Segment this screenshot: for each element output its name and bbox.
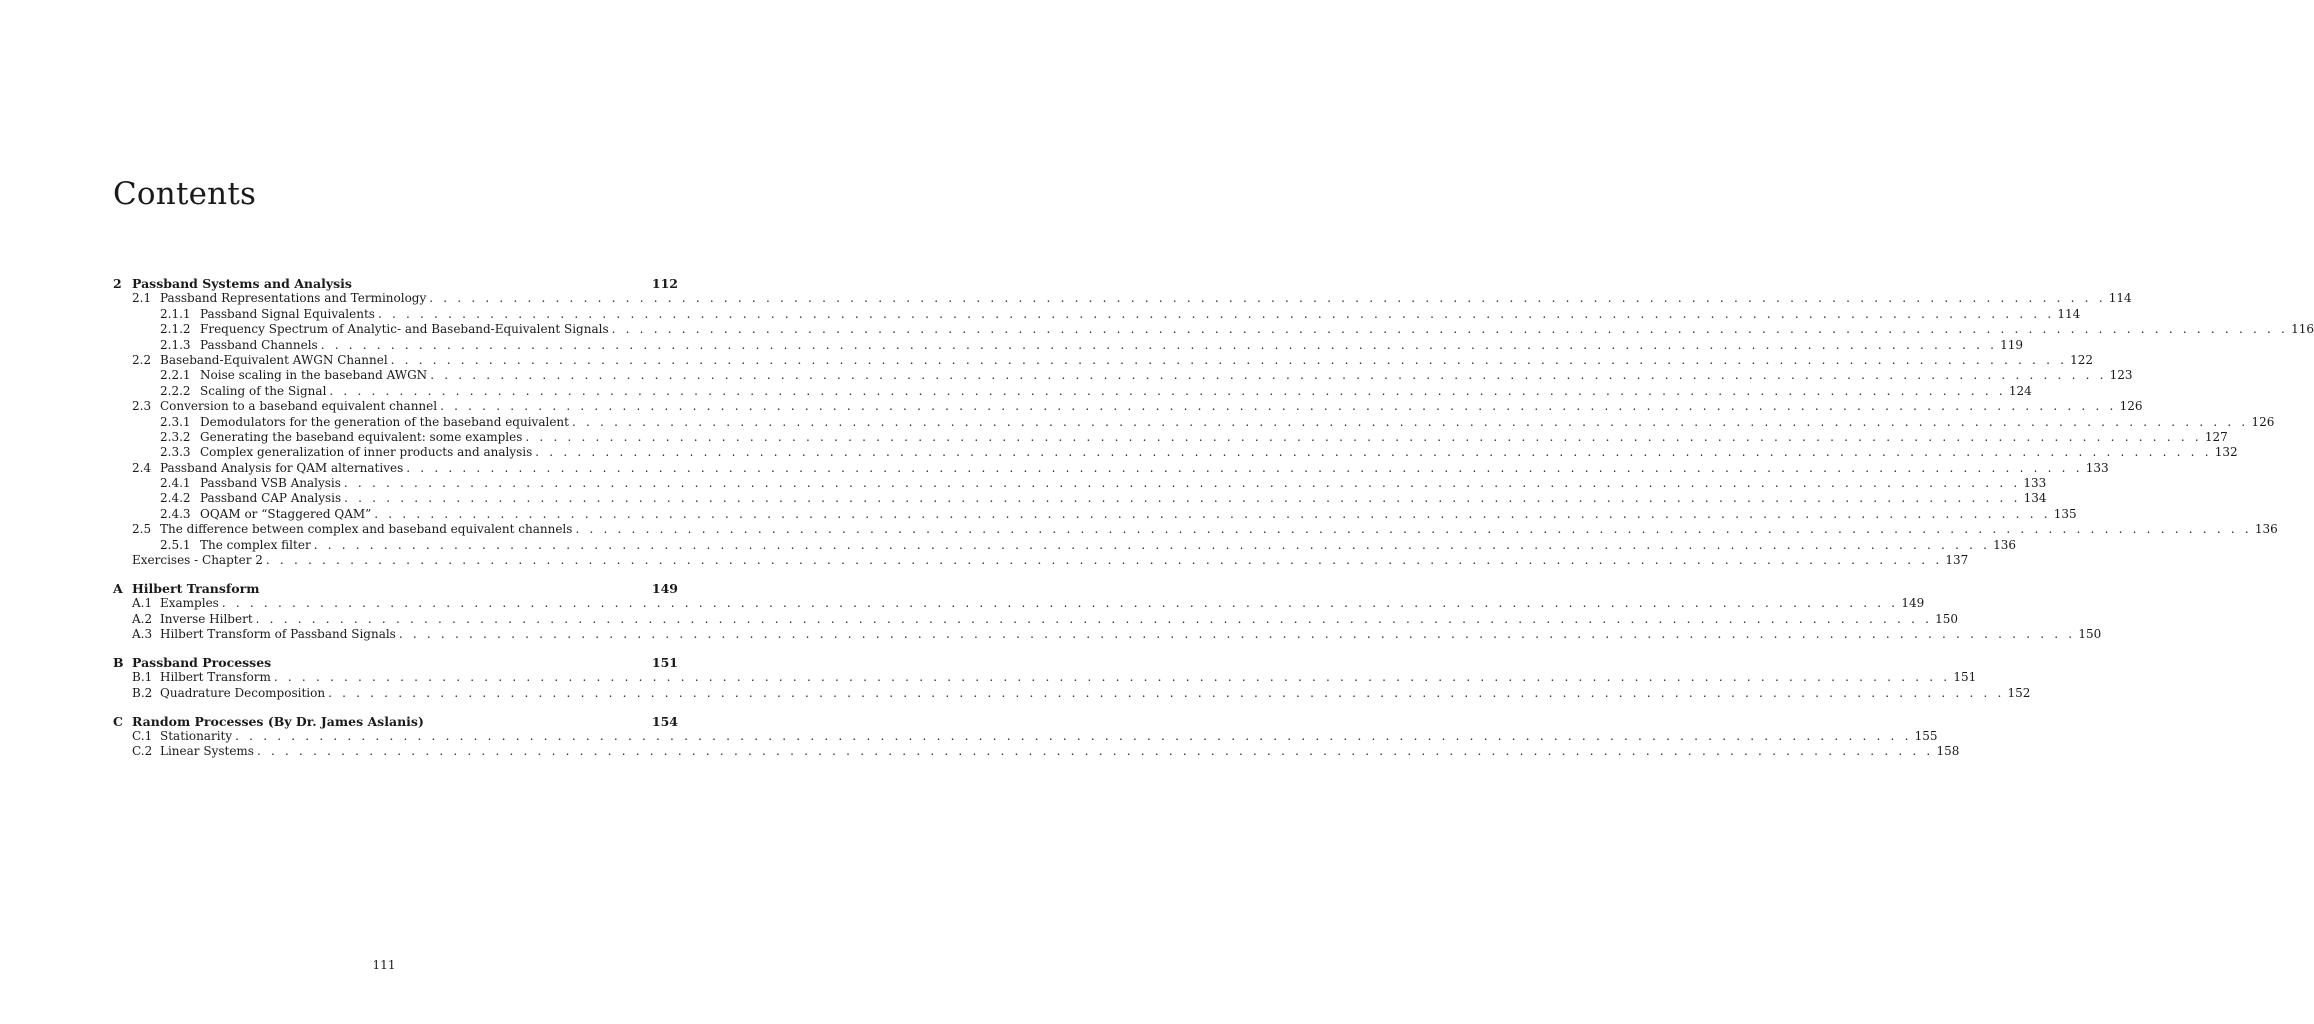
toc-page-number: 127 bbox=[2204, 429, 2228, 444]
toc-page-number: 136 bbox=[2254, 522, 2278, 537]
toc-section-entry bbox=[113, 627, 2102, 642]
toc-entry-title: Hilbert Transform bbox=[132, 580, 260, 596]
toc-entry-number: 2.1.2 bbox=[160, 322, 191, 337]
toc-page-number: 116 bbox=[2291, 322, 2314, 337]
toc-page-number: 151 bbox=[1953, 670, 1977, 685]
toc-page-number: 124 bbox=[2008, 383, 2032, 398]
toc-dot-leader: . . . . . . . . . . . . . . . . . . . . . . . . . . . . . . . . . . . . . . . . . . . . . . . . . . . . . . . . . . . . . . . . . . . . . . . . . . . . . . . . . . . . . . . . . . . . . . . . . . . . . . . . . . . . . . . . . . . . . . . . bbox=[273, 670, 1951, 685]
toc-subsection-entry bbox=[113, 337, 2024, 353]
toc-page-number: 112 bbox=[651, 276, 678, 291]
toc-entry-title: Random Processes (By Dr. James Aslanis) bbox=[132, 713, 424, 729]
toc-section-entry bbox=[113, 460, 2109, 476]
toc-entry-title: Hilbert Transform of Passband Signals bbox=[160, 627, 396, 642]
toc-entry-number: 2.2.2 bbox=[160, 383, 191, 398]
toc-dot-leader: . . . . . . . . . . . . . . . . . . . . . . . . . . . . . . . . . . . . . . . . . . . . . . . . . . . . . . . . . . . . . . . . . . . . . . . . . . . . . . . . . . . . . . . . . . . . . . . . . . . . . . . . . . . . . . . . . . . . . . . . bbox=[571, 414, 2249, 429]
toc-section-entry bbox=[113, 596, 1925, 611]
toc-entry-number: 2.5.1 bbox=[160, 537, 191, 552]
toc-entry-title: Passband CAP Analysis bbox=[200, 491, 342, 506]
toc-entry-number: B bbox=[113, 654, 124, 670]
toc-section-entry bbox=[113, 685, 2031, 701]
toc-entry-title: Passband Systems and Analysis bbox=[132, 276, 352, 291]
toc-page-number: 154 bbox=[651, 713, 678, 729]
toc-entry-title: Passband Processes bbox=[132, 654, 272, 670]
toc-section-entry bbox=[113, 611, 1959, 627]
toc-section-entry bbox=[113, 553, 1969, 568]
toc-entry-title: Hilbert Transform bbox=[160, 670, 271, 685]
toc-page-number: 149 bbox=[651, 580, 678, 596]
toc-page-number: 119 bbox=[2000, 337, 2024, 352]
toc-entry-title: Demodulators for the generation of the baseband equivalent bbox=[200, 414, 569, 429]
page-number: 111 bbox=[372, 958, 396, 972]
toc-subsection-entry bbox=[113, 414, 2275, 430]
toc-page-number: 122 bbox=[2070, 352, 2094, 367]
toc-entry-number: A bbox=[113, 580, 123, 596]
toc-page-number: 150 bbox=[1935, 611, 1959, 626]
toc-dot-leader: . . . . . . . . . . . . . . . . . . . . . . . . . . . . . . . . . . . . . . . . . . . . . . . . . . . . . . . . . . . . . . . . . . . . . . . . . . . . . . . . . . . . . . . . . . . . . . . . . . . . . . . . . . . . . . . . . . . . . . . . bbox=[255, 611, 1933, 626]
toc-subsection-entry bbox=[113, 383, 2032, 399]
toc-dot-leader: . . . . . . . . . . . . . . . . . . . . . . . . . . . . . . . . . . . . . . . . . . . . . . . . . . . . . . . . . . . . . . . . . . . . . . . . . . . . . . . . . . . . . . . . . . . . . . . . . . . . . . . . . . . . . . . . . . . . . . . . bbox=[525, 429, 2202, 444]
toc-entry-number: 2.4.2 bbox=[160, 491, 191, 506]
toc-entry-number: 2.4 bbox=[132, 460, 152, 475]
toc-dot-leader: . . . . . . . . . . . . . . . . . . . . . . . . . . . . . . . . . . . . . . . . . . . . . . . . . . . . . . . . . . . . . . . . . . . . . . . . . . . . . . . . . . . . . . . . . . . . . . . . . . . . . . . . . . . . . . . . . . . . . . . . bbox=[256, 744, 1934, 759]
toc-page-number: 114 bbox=[2108, 291, 2132, 306]
toc-entry-title: Passband Signal Equivalents bbox=[200, 306, 375, 321]
toc-entry-number: 2.3.2 bbox=[160, 429, 191, 444]
toc-entry-title: Inverse Hilbert bbox=[160, 611, 253, 626]
toc-page-number: 133 bbox=[2085, 460, 2109, 475]
toc-chapter-entry bbox=[113, 581, 678, 596]
toc-entry-title: Linear Systems bbox=[160, 744, 254, 759]
toc-dot-leader: . . . . . . . . . . . . . . . . . . . . . . . . . . . . . . . . . . . . . . . . . . . . . . . . . . . . . . . . . . . . . . . . . . . . . . . . . . . . . . . . . . . . . . . . . . . . . . . . . . . . . . . . . . . . . . . . . . . . . . . . bbox=[611, 322, 2289, 337]
toc-entry-number: 2.1.1 bbox=[160, 306, 191, 321]
toc-entry-number: A.3 bbox=[132, 627, 153, 642]
toc-subsection-entry bbox=[113, 445, 2238, 460]
toc-entry-number: 2.2 bbox=[132, 352, 152, 367]
toc-dot-leader: . . . . . . . . . . . . . . . . . . . . . . . . . . . . . . . . . . . . . . . . . . . . . . . . . . . . . . . . . . . . . . . . . . . . . . . . . . . . . . . . . . . . . . . . . . . . . . . . . . . . . . . . . . . . . . . . . . . . . . . . bbox=[265, 553, 1943, 568]
toc-entry-number: C.2 bbox=[132, 744, 153, 759]
toc-page-number: 150 bbox=[2078, 627, 2102, 642]
toc-page-number: 151 bbox=[651, 654, 678, 670]
toc-entry-number: 2.3.1 bbox=[160, 414, 191, 429]
toc-entry-title: Exercises - Chapter 2 bbox=[132, 553, 263, 568]
toc-dot-leader: . . . . . . . . . . . . . . . . . . . . . . . . . . . . . . . . . . . . . . . . . . . . . . . . . . . . . . . . . . . . . . . . . . . . . . . . . . . . . . . . . . . . . . . . . . . . . . . . . . . . . . . . . . . . . . . . . . . . . . . . bbox=[328, 685, 2005, 700]
toc-entry-title: Quadrature Decomposition bbox=[160, 685, 326, 700]
toc-dot-leader: . . . . . . . . . . . . . . . . . . . . . . . . . . . . . . . . . . . . . . . . . . . . . . . . . . . . . . . . . . . . . . . . . . . . . . . . . . . . . . . . . . . . . . . . . . . . . . . . . . . . . . . . . . . . . . . . . . . . . . . . bbox=[235, 729, 1912, 744]
toc-entry-number: 2.4.3 bbox=[160, 506, 191, 521]
toc-page-number: 136 bbox=[1993, 537, 2017, 552]
toc-entry-title: OQAM or “Staggered QAM” bbox=[200, 506, 372, 521]
toc-section-entry bbox=[113, 744, 1960, 759]
toc-entry-title: Passband Representations and Terminology bbox=[160, 291, 427, 306]
toc-dot-leader: . . . . . . . . . . . . . . . . . . . . . . . . . . . . . . . . . . . . . . . . . . . . . . . . . . . . . . . . . . . . . . . . . . . . . . . . . . . . . . . . . . . . . . . . . . . . . . . . . . . . . . . . . . . . . . . . . . . . . . . . bbox=[429, 291, 2106, 306]
toc-section-entry bbox=[113, 399, 2143, 414]
toc-page-number: 152 bbox=[2007, 685, 2031, 700]
toc-section-entry bbox=[113, 670, 1977, 685]
toc-entry-number: 2 bbox=[113, 276, 122, 291]
toc-entry-number: B.2 bbox=[132, 685, 153, 700]
toc-dot-leader: . . . . . . . . . . . . . . . . . . . . . . . . . . . . . . . . . . . . . . . . . . . . . . . . . . . . . . . . . . . . . . . . . . . . . . . . . . . . . . . . . . . . . . . . . . . . . . . . . . . . . . . . . . . . . . . . . . . . . . . . bbox=[313, 537, 1991, 552]
toc-subsection-entry bbox=[113, 537, 2017, 553]
toc-entry-title: Baseband-Equivalent AWGN Channel bbox=[160, 352, 388, 367]
toc-chapter-entry bbox=[113, 714, 678, 729]
toc-chapter-entry bbox=[113, 655, 678, 670]
toc-section-entry bbox=[113, 291, 2132, 306]
toc-dot-leader: . . . . . . . . . . . . . . . . . . . . . . . . . . . . . . . . . . . . . . . . . . . . . . . . . . . . . . . . . . . . . . . . . . . . . . . . . . . . . . . . . . . . . . . . . . . . . . . . . . . . . . . . . . . . . . . . . . . . . . . . bbox=[221, 596, 1899, 611]
toc-page-number: 149 bbox=[1901, 596, 1925, 611]
toc-entry-number: B.1 bbox=[132, 670, 153, 685]
toc-dot-leader: . . . . . . . . . . . . . . . . . . . . . . . . . . . . . . . . . . . . . . . . . . . . . . . . . . . . . . . . . . . . . . . . . . . . . . . . . . . . . . . . . . . . . . . . . . . . . . . . . . . . . . . . . . . . . . . . . . . . . . . . bbox=[398, 627, 2076, 642]
toc-entry-number: 2.1.3 bbox=[160, 337, 191, 352]
toc-subsection-entry bbox=[113, 306, 2081, 322]
toc-page-number: 133 bbox=[2023, 476, 2047, 491]
toc-subsection-entry bbox=[113, 491, 2047, 506]
toc-entry-number: 2.5 bbox=[132, 522, 152, 537]
toc-page-number: 137 bbox=[1945, 553, 1969, 568]
toc-page-number: 123 bbox=[2109, 368, 2133, 383]
toc-entry-title: Generating the baseband equivalent: some examples bbox=[200, 429, 523, 444]
toc-entry-number: 2.3 bbox=[132, 399, 152, 414]
toc-dot-leader: . . . . . . . . . . . . . . . . . . . . . . . . . . . . . . . . . . . . . . . . . . . . . . . . . . . . . . . . . . . . . . . . . . . . . . . . . . . . . . . . . . . . . . . . . . . . . . . . . . . . . . . . . . . . . . . . . . . . . . . . bbox=[377, 306, 2055, 321]
toc-entry-title: Passband Analysis for QAM alternatives bbox=[160, 460, 404, 475]
toc-entry-title: Conversion to a baseband equivalent channel bbox=[160, 399, 438, 414]
toc-entry-title: The complex filter bbox=[200, 537, 311, 552]
toc-chapter-entry bbox=[113, 276, 678, 291]
toc-subsection-entry bbox=[113, 506, 2077, 522]
toc-subsection-entry bbox=[113, 368, 2133, 383]
toc-entry-title: Frequency Spectrum of Analytic- and Baseband-Equivalent Signals bbox=[200, 322, 609, 337]
toc-dot-leader: . . . . . . . . . . . . . . . . . . . . . . . . . . . . . . . . . . . . . . . . . . . . . . . . . . . . . . . . . . . . . . . . . . . . . . . . . . . . . . . . . . . . . . . . . . . . . . . . . . . . . . . . . . . . . . . . . . . . . . . . bbox=[440, 399, 2117, 414]
toc-entry-number: C bbox=[113, 713, 123, 729]
toc-dot-leader: . . . . . . . . . . . . . . . . . . . . . . . . . . . . . . . . . . . . . . . . . . . . . . . . . . . . . . . . . . . . . . . . . . . . . . . . . . . . . . . . . . . . . . . . . . . . . . . . . . . . . . . . . . . . . . . . . . . . . . . . bbox=[344, 491, 2021, 506]
toc-entry-number: 2.4.1 bbox=[160, 476, 191, 491]
toc-entry-number: A.2 bbox=[132, 611, 153, 626]
toc-entry-number: A.1 bbox=[132, 596, 153, 611]
toc-entry-number: 2.1 bbox=[132, 291, 152, 306]
toc-page-number: 155 bbox=[1914, 729, 1938, 744]
toc-dot-leader: . . . . . . . . . . . . . . . . . . . . . . . . . . . . . . . . . . . . . . . . . . . . . . . . . . . . . . . . . . . . . . . . . . . . . . . . . . . . . . . . . . . . . . . . . . . . . . . . . . . . . . . . . . . . . . . . . . . . . . . . bbox=[406, 460, 2083, 475]
toc-page-number: 134 bbox=[2023, 491, 2047, 506]
toc-section-entry bbox=[113, 729, 1938, 744]
toc-subsection-entry bbox=[113, 429, 2228, 445]
toc-page-number: 126 bbox=[2251, 414, 2275, 429]
toc-page-number: 114 bbox=[2057, 306, 2081, 321]
toc-dot-leader: . . . . . . . . . . . . . . . . . . . . . . . . . . . . . . . . . . . . . . . . . . . . . . . . . . . . . . . . . . . . . . . . . . . . . . . . . . . . . . . . . . . . . . . . . . . . . . . . . . . . . . . . . . . . . . . . . . . . . . . . bbox=[575, 522, 2252, 537]
toc-entry-title: Passband Channels bbox=[200, 337, 318, 352]
toc-page-number: 132 bbox=[2214, 445, 2238, 460]
toc-subsection-entry bbox=[113, 322, 2314, 337]
toc-dot-leader: . . . . . . . . . . . . . . . . . . . . . . . . . . . . . . . . . . . . . . . . . . . . . . . . . . . . . . . . . . . . . . . . . . . . . . . . . . . . . . . . . . . . . . . . . . . . . . . . . . . . . . . . . . . . . . . . . . . . . . . . bbox=[374, 506, 2051, 521]
toc-subsection-entry bbox=[113, 476, 2047, 491]
toc-dot-leader: . . . . . . . . . . . . . . . . . . . . . . . . . . . . . . . . . . . . . . . . . . . . . . . . . . . . . . . . . . . . . . . . . . . . . . . . . . . . . . . . . . . . . . . . . . . . . . . . . . . . . . . . . . . . . . . . . . . . . . . . bbox=[390, 352, 2068, 367]
toc-entry-title: The difference between complex and baseband equivalent channels bbox=[160, 522, 573, 537]
toc-page-number: 135 bbox=[2053, 506, 2077, 521]
table-of-contents bbox=[113, 276, 2314, 760]
toc-page-number: 126 bbox=[2119, 399, 2143, 414]
toc-page-number: 158 bbox=[1936, 744, 1960, 759]
toc-entry-number: 2.2.1 bbox=[160, 368, 191, 383]
toc-dot-leader: . . . . . . . . . . . . . . . . . . . . . . . . . . . . . . . . . . . . . . . . . . . . . . . . . . . . . . . . . . . . . . . . . . . . . . . . . . . . . . . . . . . . . . . . . . . . . . . . . . . . . . . . . . . . . . . . . . . . . . . . bbox=[535, 445, 2212, 460]
toc-entry-title: Examples bbox=[160, 596, 219, 611]
toc-dot-leader: . . . . . . . . . . . . . . . . . . . . . . . . . . . . . . . . . . . . . . . . . . . . . . . . . . . . . . . . . . . . . . . . . . . . . . . . . . . . . . . . . . . . . . . . . . . . . . . . . . . . . . . . . . . . . . . . . . . . . . . . bbox=[320, 337, 1998, 352]
toc-entry-title: Noise scaling in the baseband AWGN bbox=[200, 368, 428, 383]
toc-entry-title: Complex generalization of inner products and analysis bbox=[200, 445, 533, 460]
toc-entry-title: Scaling of the Signal bbox=[200, 383, 327, 398]
toc-dot-leader: . . . . . . . . . . . . . . . . . . . . . . . . . . . . . . . . . . . . . . . . . . . . . . . . . . . . . . . . . . . . . . . . . . . . . . . . . . . . . . . . . . . . . . . . . . . . . . . . . . . . . . . . . . . . . . . . . . . . . . . . bbox=[329, 383, 2006, 398]
toc-dot-leader: . . . . . . . . . . . . . . . . . . . . . . . . . . . . . . . . . . . . . . . . . . . . . . . . . . . . . . . . . . . . . . . . . . . . . . . . . . . . . . . . . . . . . . . . . . . . . . . . . . . . . . . . . . . . . . . . . . . . . . . . bbox=[343, 476, 2021, 491]
toc-section-entry bbox=[113, 352, 2094, 368]
toc-entry-title: Passband VSB Analysis bbox=[200, 476, 341, 491]
toc-dot-leader: . . . . . . . . . . . . . . . . . . . . . . . . . . . . . . . . . . . . . . . . . . . . . . . . . . . . . . . . . . . . . . . . . . . . . . . . . . . . . . . . . . . . . . . . . . . . . . . . . . . . . . . . . . . . . . . . . . . . . . . . bbox=[430, 368, 2107, 383]
toc-entry-number: 2.3.3 bbox=[160, 445, 191, 460]
toc-entry-number: C.1 bbox=[132, 729, 153, 744]
toc-section-entry bbox=[113, 522, 2278, 537]
toc-entry-title: Stationarity bbox=[160, 729, 233, 744]
page-title: Contents bbox=[113, 176, 257, 212]
